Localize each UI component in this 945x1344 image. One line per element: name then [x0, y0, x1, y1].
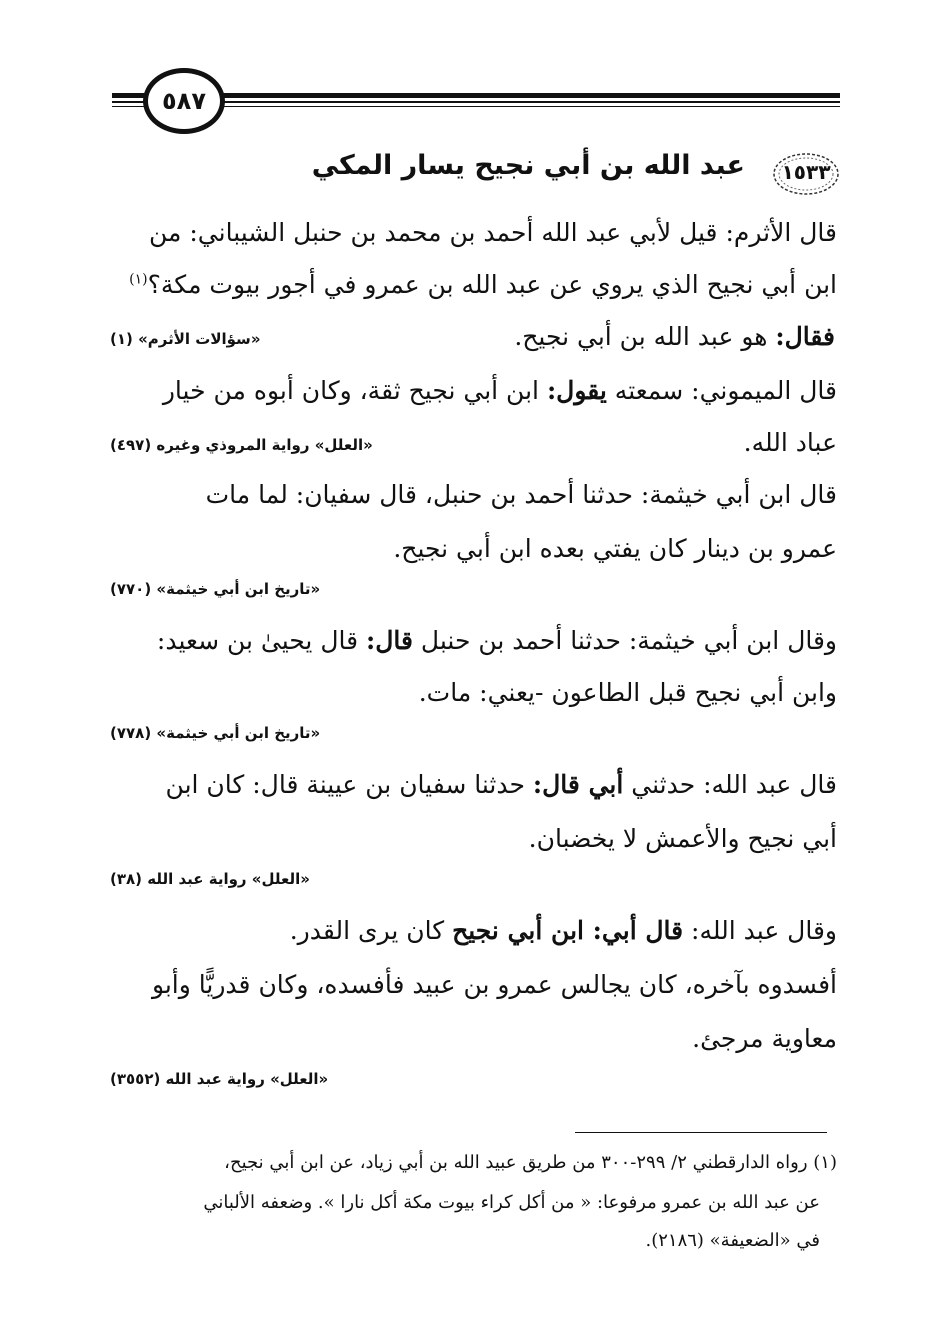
speaker-label: فقال: [775, 322, 835, 351]
page-number: ٥٨٧ [162, 87, 206, 115]
speaker-label: يقول: [546, 376, 607, 405]
text-line [514, 322, 835, 351]
text-line [163, 376, 837, 405]
text-line: معاوية مرجئ. [692, 1024, 837, 1053]
text-run: قال الميموني: سمعته [606, 376, 837, 405]
page-number-oval [143, 68, 225, 134]
source-citation: «سؤالات الأثرم» (١) [110, 330, 261, 348]
source-citation: «العلل» رواية عبد الله (٣٥٥٢) [110, 1070, 329, 1088]
text-line [157, 626, 837, 655]
text-run: وقال ابن أبي خيثمة: حدثنا أحمد بن حنبل [412, 626, 837, 655]
footnote-line: في «الضعيفة» (٢١٨٦). [645, 1230, 820, 1251]
text-line: قال ابن أبي خيثمة: حدثنا أحمد بن حنبل، قال سفيان: لما مات [205, 480, 837, 509]
footnote-ref: (١) [129, 271, 148, 288]
text-line: عباد الله. [743, 428, 837, 457]
source-citation: «تاريخ ابن أبي خيثمة» (٧٧٨) [110, 724, 321, 742]
speaker-label: قال أبي: ابن أبي نجيح [452, 916, 684, 945]
text-line [166, 770, 837, 799]
entry-number: ١٥٣٣ [781, 160, 831, 184]
text-run: هو عبد الله بن أبي نجيح. [514, 322, 776, 351]
speaker-label: قال: [366, 626, 413, 655]
text-line: أبي نجيح والأعمش لا يخضبان. [528, 824, 837, 853]
footnote-separator [575, 1132, 827, 1133]
text-run: حدثنا سفيان بن عيينة قال: كان ابن [165, 770, 533, 799]
text-run: وقال عبد الله: [683, 916, 837, 945]
text-line: أفسدوه بآخره، كان يجالس عمرو بن عبيد فأفسده، وكان قدريًّا وأبو [151, 970, 837, 999]
text-run: قال يحيىٰ بن سعيد: [156, 626, 367, 655]
text-line [290, 916, 837, 945]
entry-title: عبد الله بن أبي نجيح يسار المكي [311, 150, 745, 181]
source-citation: «تاريخ ابن أبي خيثمة» (٧٧٠) [110, 580, 321, 598]
text-line [129, 270, 837, 299]
source-citation: «العلل» رواية عبد الله (٣٨) [110, 870, 310, 888]
entry-number-badge [772, 152, 840, 196]
text-line: عمرو بن دينار كان يفتي بعده ابن أبي نجيح. [393, 534, 837, 563]
footnote-line: (١) رواه الدارقطني ٢/ ٢٩٩-٣٠٠ من طريق عبيد الله بن أبي زياد، عن ابن أبي نجيح، [224, 1152, 837, 1173]
text-run: ابن أبي نجيح ثقة، وكان أبوه من خيار [162, 376, 547, 405]
footnote-line: عن عبد الله بن عمرو مرفوعا: « من أكل كراء بيوت مكة أكل نارا ». وضعفه الألباني [203, 1192, 820, 1213]
text-run: قال عبد الله: حدثني [623, 770, 837, 799]
speaker-label: أبي قال: [532, 770, 624, 799]
text-line: وابن أبي نجيح قبل الطاعون -يعني: مات. [418, 678, 837, 707]
source-citation: «العلل» رواية المروذي وغيره (٤٩٧) [110, 436, 373, 454]
text-run: ابن أبي نجيح الذي يروي عن عبد الله بن عمرو في أجور بيوت مكة؟ [147, 270, 837, 299]
text-line: قال الأثرم: قيل لأبي عبد الله أحمد بن محمد بن حنبل الشيباني: من [148, 218, 837, 247]
text-run: كان يرى القدر. [289, 916, 453, 945]
